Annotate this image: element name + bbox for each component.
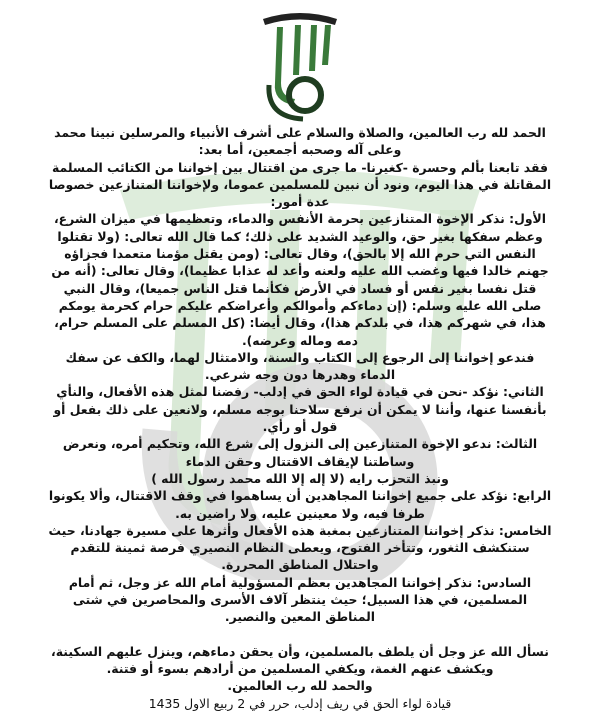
doc-paragraph-fourth: الرابع: نؤكد على جميع إخواننا المجاهدين أن يساهموا في وقف الاقتتال، وألا يكونوا طرفا فيه، ولا معينين عليه، ولا راضين به.: [48, 488, 552, 521]
doc-closing-praise: والحمد لله رب العالمين.: [227, 678, 373, 694]
doc-paragraph-second: الثاني: نؤكد -نحن في قيادة لواء الحق في إدلب- رفضنا لمثل هذه الأفعال، والنأي بأنفسنا عنها، وأننا لا يمكن أن نرفع سلاحنا بوجه مسلم، ولانعين على ذلك بفعل أو قول أو رأي.: [53, 384, 547, 435]
doc-paragraph-sixth: السادس: نذكر إخواننا المجاهدين بعظم المسؤولية أمام الله عز وجل، ثم أمام المسلمين، في هذا السبيل؛ حيث ينتظر آلاف الأسرى والمحاصرين في شتى المناطق المعين والنصير.: [68, 574, 532, 625]
doc-paragraph-banner: ونبذ التحزب رايه (لا إله إلا الله محمد رسول الله ): [151, 470, 449, 486]
doc-closing-prayer: نسأل الله عز وجل أن يلطف بالمسلمين، وأن يحقن دماءهم، وينزل عليهم السكينة، ويكشف عنهم الغمة، ويكفي المسلمين من أرادهم بسوء أو فتنة.: [51, 643, 549, 676]
doc-paragraph-third: الثالث: ندعو الإخوة المتنازعين إلى النزول إلى شرع الله، وتحكيم أمره، ونعرض وساطتنا لإيقاف الاقتتال وحقن الدماء: [62, 436, 538, 469]
statement-document: [48, 124, 552, 712]
doc-paragraph-intro: فقد تابعنا بألم وحسرة -كغيرنا- ما جرى من اقتتال بين إخواننا من الكتائب المسلمة المقاتلة في هذا اليوم، ونود أن نبين للمسلمين عموما، ولإخواننا المتنازعين خصوصا عدة أمور:: [48, 159, 552, 210]
doc-signature: قيادة لواء الحق في ريف إدلب، حرر في 2 ربيع الاول 1435: [148, 695, 452, 711]
doc-paragraph-first: الأول: نذكر الإخوة المتنازعين بحرمة الأنفس والدماء، وتعظيمها في ميزان الشرع، وعظم سفكها بغير حق، والوعيد الشديد على ذلك؛ كما قال الله تعالى: (ولا تقتلوا النفس التي حرم الله إلا بالحق)، وقال تعالى: (ومن يقتل مؤمنا متعمدا فجزاؤه جهنم خالدا فيها وغضب الله عليه ولعنه وأعد له عذابا عظيما)، وقال تعالى: (أنه من قتل نفسا بغير نفس أو فساد في الأرض فكأنما قتل الناس جميعا)، وقال النبي صلى الله عليه وسلم: (إن دماءكم وأموالكم وأعراضكم عليكم حرام كحرمة يومكم هذا، في شهركم هذا، في بلدكم هذا)، وقال أيضا: (كل المسلم على المسلم حرام، دمه وماله وعرضه).: [51, 211, 549, 348]
doc-paragraph-opening: الحمد لله رب العالمين، والصلاة والسلام على أشرف الأنبياء والمرسلين نبينا محمد وعلى آله وصحبه أجمعين، أما بعد:: [54, 125, 546, 158]
brand-logo: [255, 5, 345, 123]
doc-paragraph-call: فندعو إخواننا إلى الرجوع إلى الكتاب والسنة، والامتثال لهما، والكف عن سفك الدماء وهدرها دون وجه شرعي.: [65, 349, 535, 383]
doc-paragraph-fifth: الخامس: نذكر إخواننا المتنازعين بمغبة هذه الأفعال وأثرها على مسيرة جهادنا، حيث ستنكشف الثغور، وتتأخر الفتوح، ويعطى النظام النصيري فرصة ثمينة للتقدم واحتلال المناطق المحررة.: [48, 522, 552, 573]
